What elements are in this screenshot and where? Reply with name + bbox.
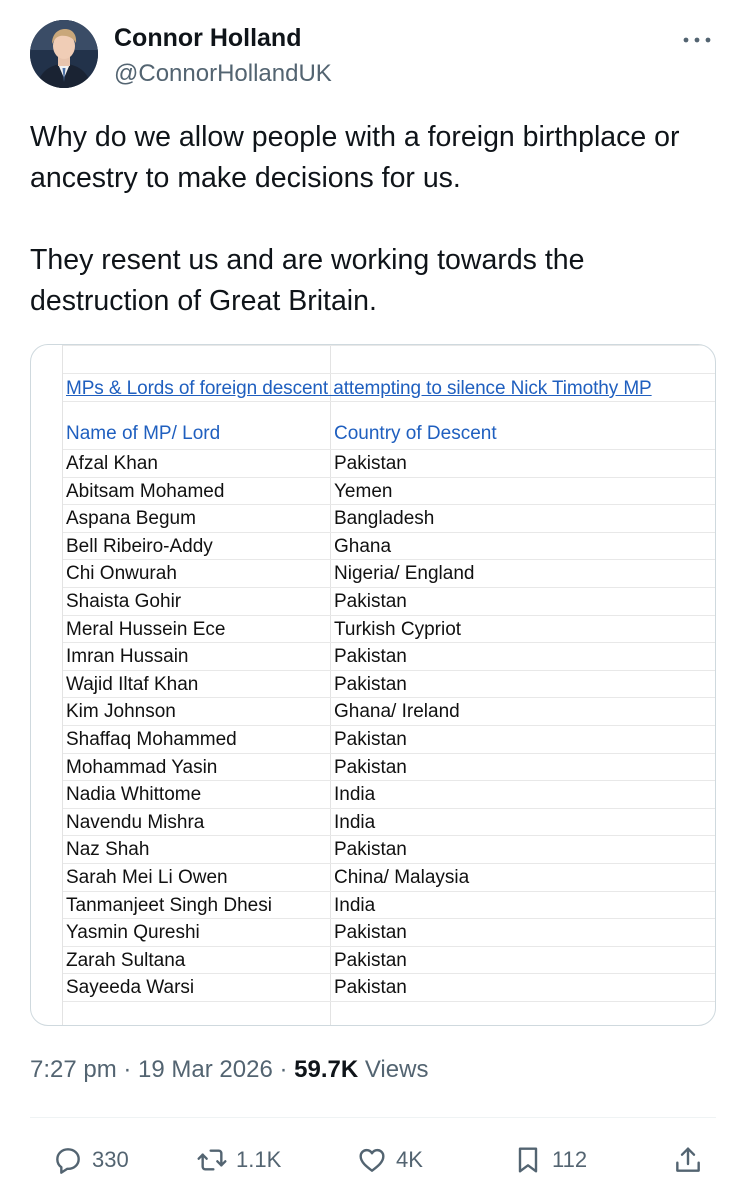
repost-button[interactable] <box>196 1138 281 1182</box>
bookmark-icon <box>512 1144 544 1176</box>
table-row <box>31 478 716 506</box>
cell-country: Pakistan <box>334 728 407 750</box>
share-button[interactable] <box>672 1138 704 1182</box>
cell-name: Imran Hussain <box>66 646 189 668</box>
cell-name: Sarah Mei Li Owen <box>66 866 228 888</box>
tweet-text <box>30 117 720 322</box>
cell-country: China/ Malaysia <box>334 866 470 888</box>
table-row <box>31 533 716 561</box>
bookmark-button[interactable] <box>512 1138 587 1182</box>
tweet-paragraph-2: They resent us and are working towards the destruction of Great Britain. <box>30 244 585 317</box>
table-row <box>31 505 716 533</box>
column-header-name: Name of MP/ Lord <box>66 423 221 444</box>
grid-line <box>63 373 716 374</box>
table-row <box>31 754 716 782</box>
reply-icon <box>52 1144 84 1176</box>
grid-line <box>63 345 716 346</box>
views-count: 59.7K <box>294 1056 359 1083</box>
table-row <box>31 892 716 920</box>
cell-country: Pakistan <box>334 646 407 668</box>
cell-name: Sayeeda Warsi <box>66 977 195 999</box>
cell-country: India <box>334 811 376 833</box>
table-row <box>31 836 716 864</box>
repost-count: 1.1K <box>236 1147 282 1172</box>
table-row <box>31 726 716 754</box>
sheet-title: MPs & Lords of foreign descent attempting to silence Nick Timothy MP <box>66 378 652 399</box>
cell-name: Aspana Begum <box>66 508 196 530</box>
cell-country: Yemen <box>334 480 393 502</box>
cell-name: Nadia Whittome <box>66 784 202 806</box>
sheet-rows <box>31 450 716 1002</box>
column-header-country: Country of Descent <box>334 423 497 444</box>
bookmark-count: 112 <box>552 1147 588 1172</box>
avatar[interactable] <box>30 20 98 88</box>
table-row <box>31 781 716 809</box>
cell-country: Pakistan <box>334 949 407 971</box>
cell-name: Wajid Iltaf Khan <box>66 673 199 695</box>
cell-country: Bangladesh <box>334 508 435 530</box>
tweet-paragraph-1: Why do we allow people with a foreign birthplace or ancestry to make decisions for us. <box>30 121 680 194</box>
cell-country: India <box>334 784 376 806</box>
cell-name: Kim Johnson <box>66 701 176 723</box>
cell-name: Yasmin Qureshi <box>66 922 200 944</box>
action-bar <box>0 1138 745 1182</box>
like-button[interactable] <box>356 1138 423 1182</box>
cell-country: India <box>334 894 376 916</box>
cell-country: Pakistan <box>334 673 407 695</box>
table-row <box>31 974 716 1002</box>
meta-separator: · <box>116 1056 139 1083</box>
cell-name: Afzal Khan <box>66 453 158 474</box>
cell-name: Chi Onwurah <box>66 563 177 585</box>
cell-country: Ghana/ Ireland <box>334 701 460 723</box>
share-icon <box>672 1144 704 1176</box>
cell-name: Shaista Gohir <box>66 590 182 612</box>
table-row <box>31 588 716 616</box>
table-row <box>31 616 716 644</box>
cell-name: Naz Shah <box>66 839 150 861</box>
cell-country: Pakistan <box>334 756 407 778</box>
cell-name: Tanmanjeet Singh Dhesi <box>66 894 272 916</box>
table-row <box>31 809 716 837</box>
tweet-date[interactable]: 19 Mar 2026 <box>138 1056 273 1083</box>
cell-name: Mohammad Yasin <box>66 756 218 778</box>
tweet-header <box>0 0 745 100</box>
more-horizontal-icon[interactable] <box>680 30 714 50</box>
cell-country: Ghana <box>334 535 392 557</box>
repost-icon <box>196 1144 228 1176</box>
tweet-time[interactable]: 7:27 pm <box>30 1056 117 1083</box>
heart-icon <box>356 1144 388 1176</box>
table-row <box>31 643 716 671</box>
cell-country: Pakistan <box>334 977 407 999</box>
cell-country: Pakistan <box>334 839 407 861</box>
table-row <box>31 698 716 726</box>
like-count: 4K <box>396 1147 423 1172</box>
cell-name: Zarah Sultana <box>66 949 186 971</box>
cell-country: Turkish Cypriot <box>334 618 462 640</box>
attached-image-spreadsheet[interactable] <box>30 344 716 1026</box>
user-handle[interactable]: @ConnorHollandUK <box>114 60 332 87</box>
cell-name: Abitsam Mohamed <box>66 480 225 502</box>
table-row <box>31 671 716 699</box>
cell-name: Shaffaq Mohammed <box>66 728 237 750</box>
grid-line <box>715 345 716 1026</box>
table-row <box>31 560 716 588</box>
reply-count: 330 <box>92 1147 129 1172</box>
divider <box>30 1117 716 1118</box>
views-label: Views <box>358 1056 429 1083</box>
table-row <box>31 919 716 947</box>
cell-country: Pakistan <box>334 922 407 944</box>
tweet-meta <box>30 1056 428 1084</box>
grid-line <box>63 401 716 402</box>
table-row <box>31 450 716 478</box>
display-name[interactable]: Connor Holland <box>114 24 302 52</box>
cell-country: Pakistan <box>334 453 407 474</box>
cell-country: Nigeria/ England <box>334 563 475 585</box>
table-row <box>31 864 716 892</box>
cell-name: Bell Ribeiro-Addy <box>66 535 213 557</box>
table-row <box>31 947 716 975</box>
spreadsheet <box>31 345 716 1026</box>
reply-button[interactable] <box>52 1138 129 1182</box>
cell-country: Pakistan <box>334 590 407 612</box>
cell-name: Navendu Mishra <box>66 811 205 833</box>
cell-name: Meral Hussein Ece <box>66 618 226 640</box>
meta-separator: · <box>272 1056 295 1083</box>
